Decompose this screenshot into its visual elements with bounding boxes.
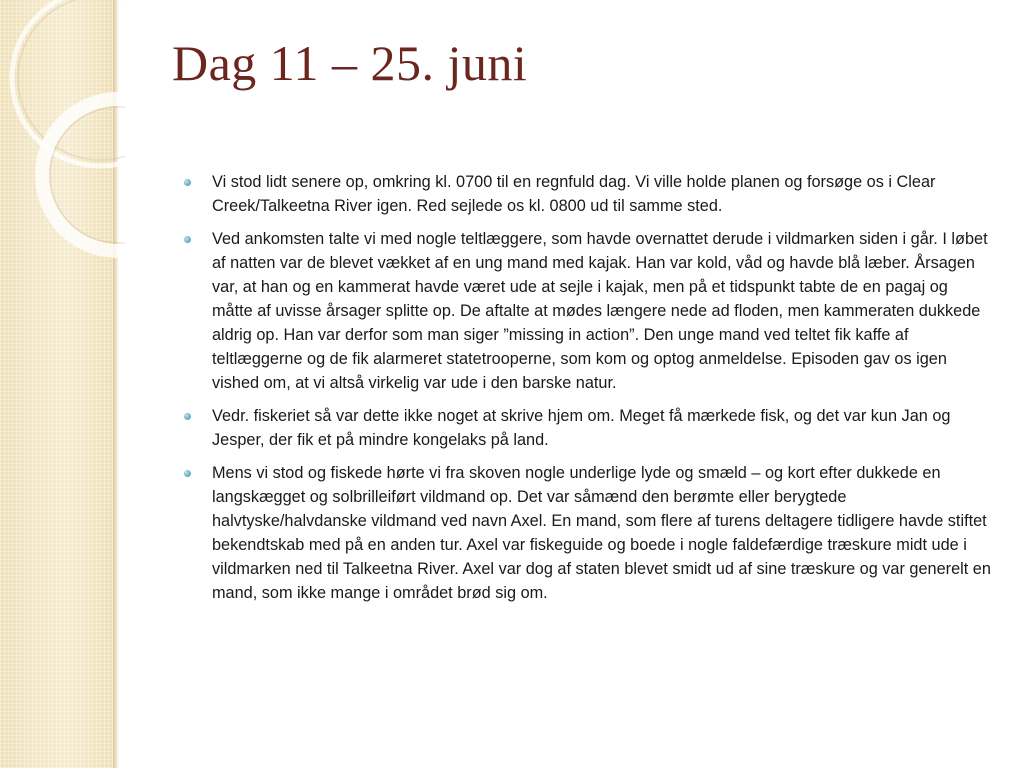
bullet-dot-icon bbox=[184, 179, 191, 186]
bullet-list bbox=[183, 170, 991, 614]
decorative-ring-small bbox=[42, 99, 125, 251]
bullet-item bbox=[183, 227, 991, 395]
decorative-ring-large bbox=[12, 0, 125, 166]
decorative-rings bbox=[0, 0, 125, 260]
bullet-item bbox=[183, 461, 991, 605]
bullet-text: Ved ankomsten talte vi med nogle teltlæggere, som havde overnattet derude i vildmarken siden i går. I løbet af natten var de blevet vækket af en ung mand med kajak. Han var kold, våd og havde blå læber. Årsagen var, at han og en kammerat havde været ude at sejle i kajak, men på et tidspunkt tabte de en pagaj og måtte af uvisse årsager splitte op. De aftalte at mødes længere nede ad floden, men kammeraten dukkede aldrig op. Han var derfor som man siger ”missing in action”. Den unge mand ved teltet fik kaffe af teltlæggerne og de fik alarmeret statetrooperne, som kom og optog anmeldelse. Episoden gav os igen vished om, at vi altså virkelig var ude i den barske natur. bbox=[212, 230, 988, 392]
bullet-dot-icon bbox=[184, 236, 191, 243]
bullet-item bbox=[183, 170, 991, 218]
slide-title: Dag 11 – 25. juni bbox=[172, 35, 528, 91]
bullet-dot-icon bbox=[184, 413, 191, 420]
bullet-dot-icon bbox=[184, 470, 191, 477]
bullet-item bbox=[183, 404, 991, 452]
bullet-text: Vi stod lidt senere op, omkring kl. 0700 til en regnfuld dag. Vi ville holde planen og forsøge os i Clear Creek/Talkeetna River igen. Red sejlede os kl. 0800 ud til samme sted. bbox=[212, 173, 936, 215]
bullet-text: Vedr. fiskeriet så var dette ikke noget at skrive hjem om. Meget få mærkede fisk, og det var kun Jan og Jesper, der fik et på mindre kongelaks på land. bbox=[212, 407, 951, 449]
bullet-text: Mens vi stod og fiskede hørte vi fra skoven nogle underlige lyde og smæld – og kort efter dukkede en langskægget og solbrilleiført vildmand op. Det var såmænd den berømte eller berygtede halvtyske/halvdanske vildmand ved navn Axel. En mand, som flere af turens deltagere tidligere havde stiftet bekendtskab med på en anden tur. Axel var fiskeguide og boede i nogle faldefærdige træskure midt ude i vildmarken ned til Talkeetna River. Axel var dog af staten blevet smidt ud af sine træskure og var generelt en mand, som ikke mange i området brød sig om. bbox=[212, 464, 991, 602]
